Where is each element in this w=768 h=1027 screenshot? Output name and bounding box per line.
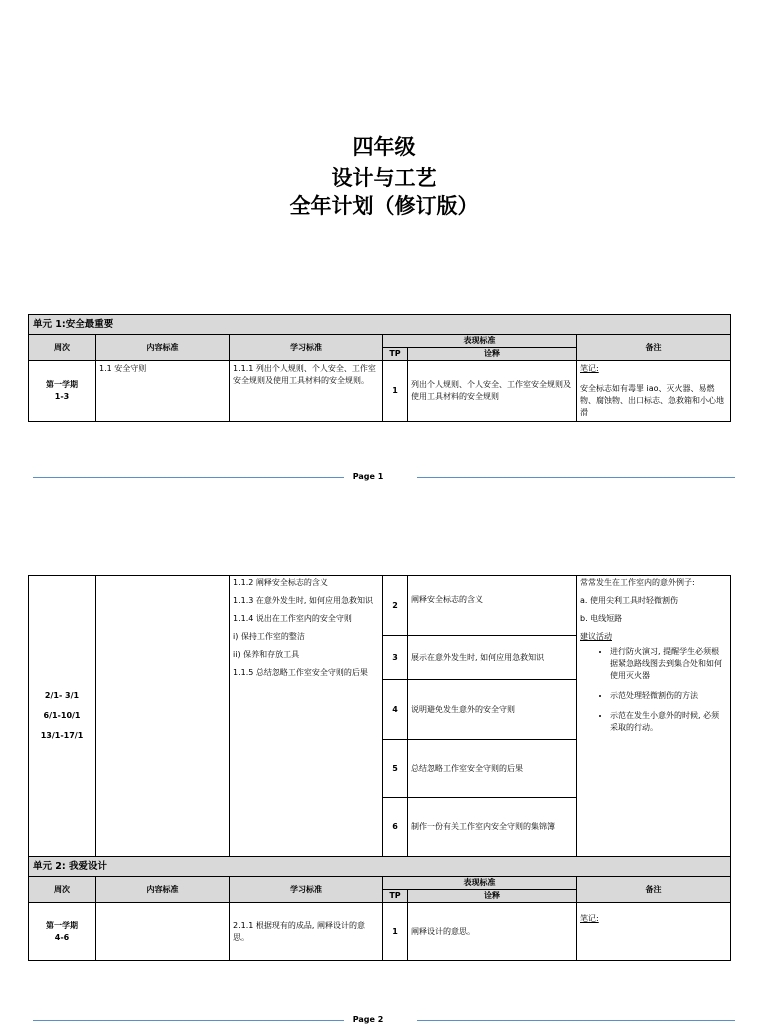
tp-cell: 2 <box>383 576 408 636</box>
document-title-plan: 全年计划（修订版） <box>289 193 479 218</box>
footer-rule-left <box>33 1020 344 1021</box>
activity-item: • 示范在发生小意外的时候, 必须采取的行动。 <box>610 710 727 734</box>
header-performance-standard: 表现标准 <box>383 335 577 348</box>
unit1-week-range: 1-3 <box>54 392 70 401</box>
header-tp: TP <box>383 890 408 903</box>
header-performance-standard: 表现标准 <box>383 877 577 890</box>
learning-item: 1.1.3 在意外发生时, 如何应用急救知识 <box>233 596 373 605</box>
week-range: 13/1-17/1 <box>40 731 84 740</box>
remark-example-a: a. 使用尖利工具时轻微割伤 <box>580 596 678 605</box>
activity-item: • 示范处理轻微割伤的方法 <box>610 690 727 702</box>
unit1-content-standard: 1.1 安全守则 <box>96 361 230 422</box>
unit2-remarks <box>577 903 731 961</box>
remark-intro: 常常发生在工作室内的意外例子: <box>580 578 695 587</box>
week-range: 6/1-10/1 <box>43 711 81 720</box>
learning-item: 1.1.5 总结忽略工作室安全守则的后果 <box>233 668 368 677</box>
header-remarks: 备注 <box>577 877 731 903</box>
interpretation-cell: 阐释安全标志的含义 <box>408 576 577 636</box>
page-number: Page 2 <box>352 1015 384 1024</box>
header-interpretation: 诠释 <box>408 348 577 361</box>
suggested-activity-label: 建议活动 <box>580 632 612 641</box>
header-learning-standard: 学习标准 <box>230 335 383 361</box>
footer-rule-left <box>33 477 344 478</box>
footer-rule-right <box>417 477 735 478</box>
learning-item: 1.1.2 阐释安全标志的含义 <box>233 578 328 587</box>
interpretation-cell: 说明避免发生意外的安全守则 <box>408 680 577 740</box>
document-title-subject: 设计与工艺 <box>331 165 437 190</box>
continuation-remarks <box>577 576 731 857</box>
unit1-remark-text: 安全标志如有毒罪 iao、灭火器、易燃物、腐蚀物、出口标志、急救箱和小心地滑 <box>580 384 724 417</box>
unit1-title: 单元 1:安全最重要 <box>29 315 731 335</box>
page-number: Page 1 <box>352 472 384 481</box>
page-footer-1 <box>0 470 768 484</box>
learning-item: i) 保持工作室的整洁 <box>233 632 305 641</box>
unit1-week-term: 第一学期 <box>46 380 78 389</box>
unit2-week-range: 4-6 <box>54 932 70 942</box>
unit2-tp: 1 <box>383 903 408 961</box>
header-learning-standard: 学习标准 <box>230 877 383 903</box>
unit1-remarks <box>577 361 731 422</box>
header-content-standard: 内容标准 <box>96 335 230 361</box>
unit2-content-standard <box>96 903 230 961</box>
unit2-interpretation: 阐释设计的意思。 <box>408 903 577 961</box>
header-week: 周次 <box>29 335 96 361</box>
unit2-week-term: 第一学期 <box>46 920 78 930</box>
unit1-continuation-table <box>28 575 731 961</box>
unit1-remark-label: 笔记: <box>580 364 599 373</box>
footer-rule-right <box>417 1020 735 1021</box>
tp-cell: 5 <box>383 740 408 798</box>
unit1-interpretation: 列出个人规则、个人安全、工作室安全规则及使用工具材料的安全规则 <box>408 361 577 422</box>
continuation-learning-standard <box>230 576 383 857</box>
unit2-learning-standard: 2.1.1 根据现有的成品, 阐释设计的意思。 <box>230 903 383 961</box>
remark-example-b: b. 电线短路 <box>580 614 623 623</box>
unit2-week <box>29 903 96 961</box>
document-title-grade: 四年级 <box>352 134 416 159</box>
continuation-content-standard <box>96 576 230 857</box>
header-interpretation: 诠释 <box>408 890 577 903</box>
interpretation-cell: 总结忽略工作室安全守则的后果 <box>408 740 577 798</box>
unit2-title: 单元 2: 我爱设计 <box>29 857 731 877</box>
unit1-learning-standard: 1.1.1 列出个人规则、个人安全、工作室安全规则及使用工具材料的安全规则。 <box>230 361 383 422</box>
activity-item: • 进行防火演习, 提醒学生必须根据紧急路线图去到集合处和如何使用灭火器 <box>610 646 727 682</box>
header-remarks: 备注 <box>577 335 731 361</box>
tp-cell: 3 <box>383 636 408 680</box>
learning-item: 1.1.4 说出在工作室内的安全守则 <box>233 614 352 623</box>
interpretation-cell: 制作一份有关工作室内安全守则的集锦簿 <box>408 798 577 857</box>
continuation-weeks <box>29 576 96 857</box>
header-week: 周次 <box>29 877 96 903</box>
unit1-table <box>28 314 731 422</box>
page-footer-2 <box>0 1013 768 1027</box>
activity-list <box>580 646 727 734</box>
tp-cell: 4 <box>383 680 408 740</box>
unit1-week <box>29 361 96 422</box>
learning-item: ii) 保养和存放工具 <box>233 650 300 659</box>
interpretation-cell: 展示在意外发生时, 如何应用急救知识 <box>408 636 577 680</box>
unit2-remark-label: 笔记: <box>580 914 599 923</box>
unit1-tp: 1 <box>383 361 408 422</box>
header-tp: TP <box>383 348 408 361</box>
tp-cell: 6 <box>383 798 408 857</box>
header-content-standard: 内容标准 <box>96 877 230 903</box>
week-range: 2/1- 3/1 <box>44 691 80 700</box>
